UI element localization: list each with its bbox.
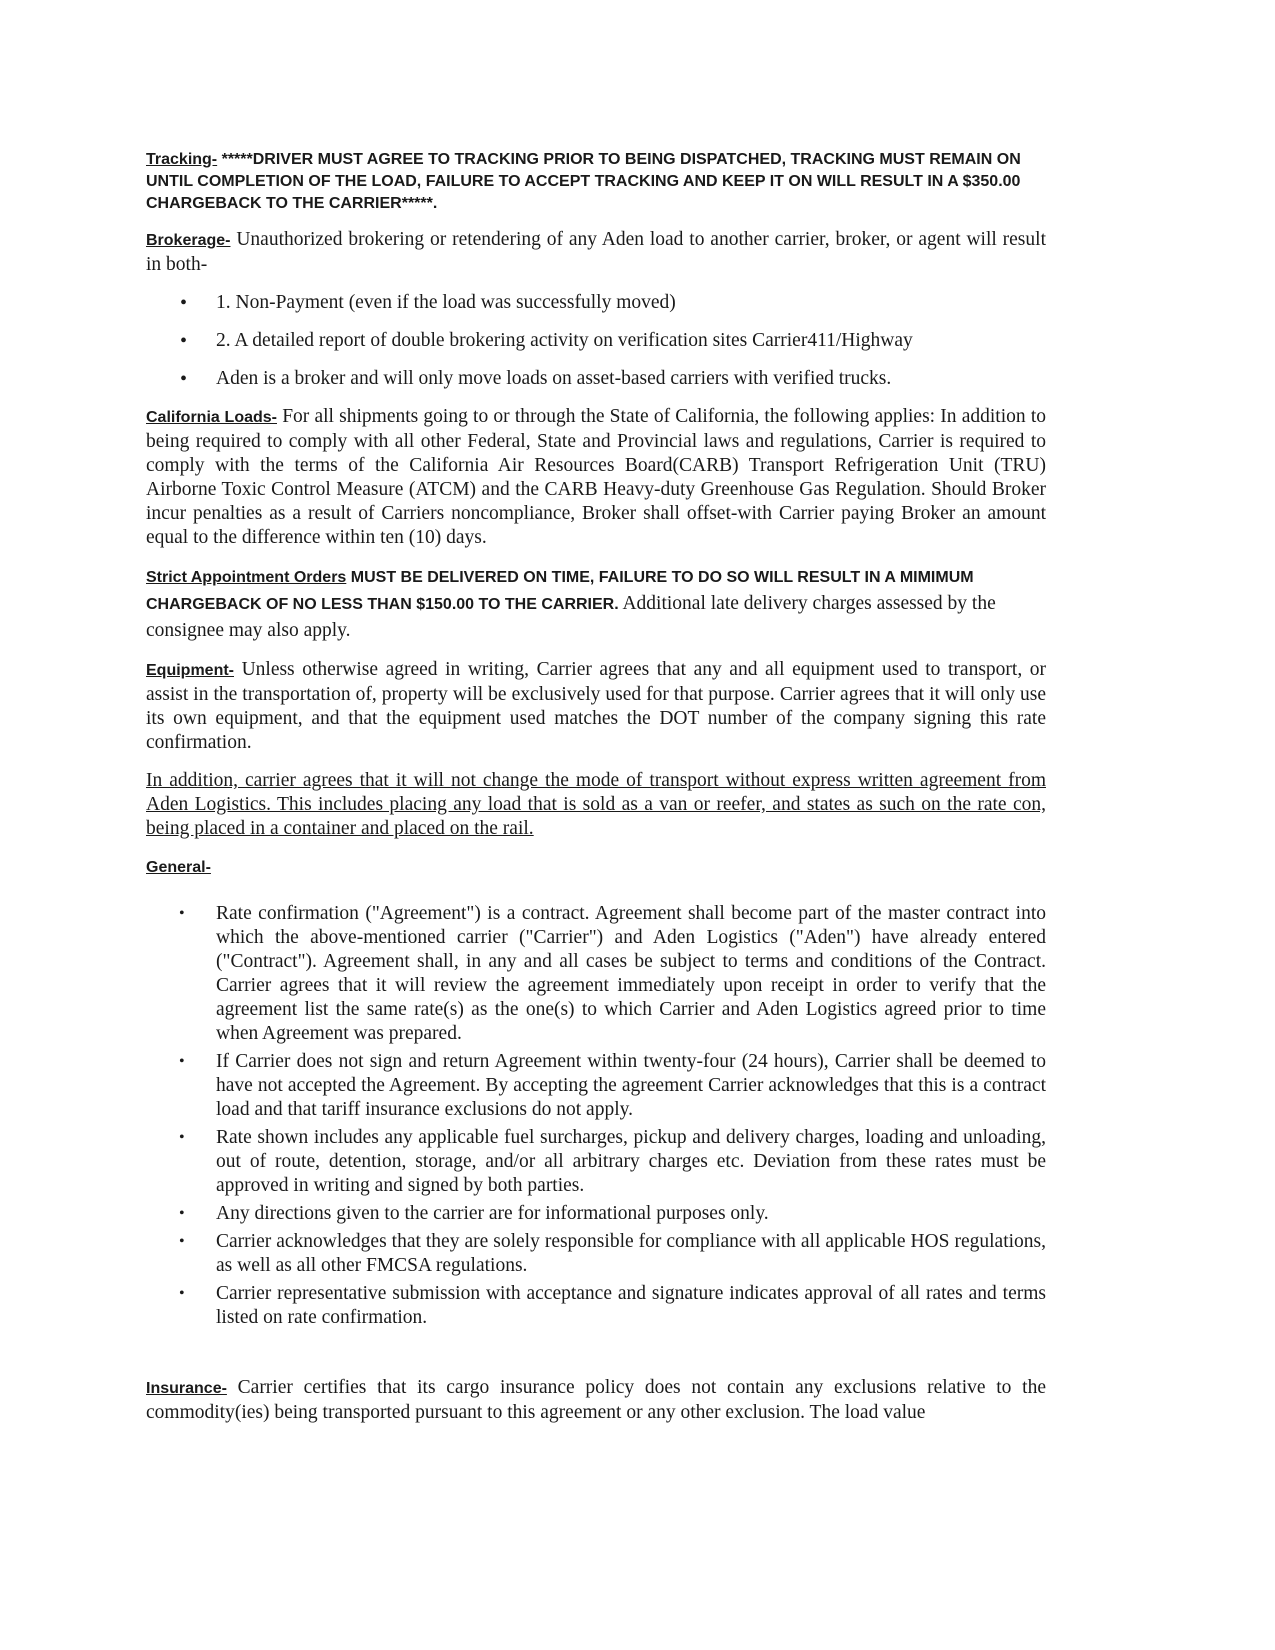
list-item: • Rate confirmation ("Agreement") is a contract. Agreement shall become part of the master contract into which the above-mentioned carrier ("Carrier") and Aden Logistics ("Aden") have already entered ("Contract"). Agreement shall, in any and all cases be subject to terms and conditions of the Contract. Carrier agrees that it will review the agreement immediately upon receipt in order to verify that the agreement list the same rate(s) as the one(s) to which Carrier and Aden Logistics agreed prior to time when Agreement was prepared. bbox=[146, 902, 1046, 1046]
brokerage-section bbox=[146, 228, 1046, 277]
california-heading: California Loads- bbox=[146, 409, 277, 426]
brokerage-text: Unauthorized brokering or retendering of any Aden load to another carrier, broker, or agent will result in both- bbox=[146, 229, 1046, 275]
list-item: • If Carrier does not sign and return Agreement within twenty-four (24 hours), Carrier shall be deemed to have not accepted the Agreement. By accepting the agreement Carrier acknowledges that this is a contract load and that tariff insurance exclusions do not apply. bbox=[146, 1050, 1046, 1122]
list-item: • Carrier representative submission with acceptance and signature indicates approval of all rates and terms listed on rate confirmation. bbox=[146, 1282, 1046, 1330]
california-text: For all shipments going to or through the State of California, the following applies: In addition to being required to comply with all other Federal, State and Provincial laws and regulations, Carrier is required to comply with the terms of the California Air Resources Board(CARB) Transport Refrigeration Unit (TRU) Airborne Toxic Control Measure (ATCM) and the CARB Heavy-duty Greenhouse Gas Regulation. Should Broker incur penalties as a result of Carriers noncompliance, Broker shall offset-with Carrier paying Broker an amount equal to the difference within ten (10) days. bbox=[146, 406, 1046, 548]
insurance-section bbox=[146, 1376, 1046, 1425]
brokerage-heading: Brokerage- bbox=[146, 232, 231, 249]
list-item: • 1. Non-Payment (even if the load was successfully moved) bbox=[146, 291, 1046, 315]
list-item: • Carrier acknowledges that they are solely responsible for compliance with all applicable HOS regulations, as well as all other FMCSA regulations. bbox=[146, 1230, 1046, 1278]
general-section bbox=[146, 855, 1046, 880]
equipment-heading: Equipment- bbox=[146, 662, 234, 679]
list-item: • 2. A detailed report of double brokering activity on verification sites Carrier411/Highway bbox=[146, 329, 1046, 353]
california-section bbox=[146, 405, 1046, 550]
list-item: • Any directions given to the carrier are for informational purposes only. bbox=[146, 1202, 1046, 1226]
general-heading: General- bbox=[146, 859, 211, 876]
document-page bbox=[146, 148, 1046, 1439]
general-list bbox=[146, 902, 1046, 1330]
strict-text: Additional late delivery charges assessed by the consignee may also apply. bbox=[146, 593, 996, 641]
list-item: • Aden is a broker and will only move loads on asset-based carriers with verified trucks. bbox=[146, 367, 1046, 391]
equipment-text: Unless otherwise agreed in writing, Carrier agrees that any and all equipment used to transport, or assist in the transportation of, property will be exclusively used for that purpose. Carrier agrees that it will only use its own equipment, and that the equipment used matches the DOT number of the company signing this rate confirmation. bbox=[146, 659, 1046, 753]
insurance-heading: Insurance- bbox=[146, 1380, 227, 1397]
mode-clause: In addition, carrier agrees that it will not change the mode of transport without express written agreement from Aden Logistics. This includes placing any load that is sold as a van or reefer, and states as such on the rate con, being placed in a container and placed on the rail. bbox=[146, 770, 1046, 839]
insurance-text: Carrier certifies that its cargo insurance policy does not contain any exclusions relative to the commodity(ies) being transported pursuant to this agreement or any other exclusion. The load value bbox=[146, 1377, 1046, 1423]
strict-heading: Strict Appointment Orders bbox=[146, 569, 347, 586]
equipment-section bbox=[146, 658, 1046, 755]
tracking-section bbox=[146, 148, 1046, 214]
list-item: • Rate shown includes any applicable fuel surcharges, pickup and delivery charges, loading and unloading, out of route, detention, storage, and/or all arbitrary charges etc. Deviation from these rates must be approved in writing and signed by both parties. bbox=[146, 1126, 1046, 1198]
brokerage-list bbox=[146, 291, 1046, 391]
tracking-text: *****DRIVER MUST AGREE TO TRACKING PRIOR TO BEING DISPATCHED, TRACKING MUST REMAIN ON UNTIL COMPLETION OF THE LOAD, FAILURE TO ACCEPT TRACKING AND KEEP IT ON WILL RESULT IN A $350.00 CHARGEBACK TO THE CARRIER*****. bbox=[146, 151, 1021, 212]
strict-appointment-section bbox=[146, 564, 1046, 644]
strict-bold-text: MUST BE DELIVERED ON TIME, FAILURE TO DO SO WILL RESULT IN A MIMIMUM CHARGEBACK OF NO LESS THAN $150.00 TO THE CARRIER. bbox=[146, 569, 974, 613]
tracking-heading: Tracking- bbox=[146, 151, 218, 168]
